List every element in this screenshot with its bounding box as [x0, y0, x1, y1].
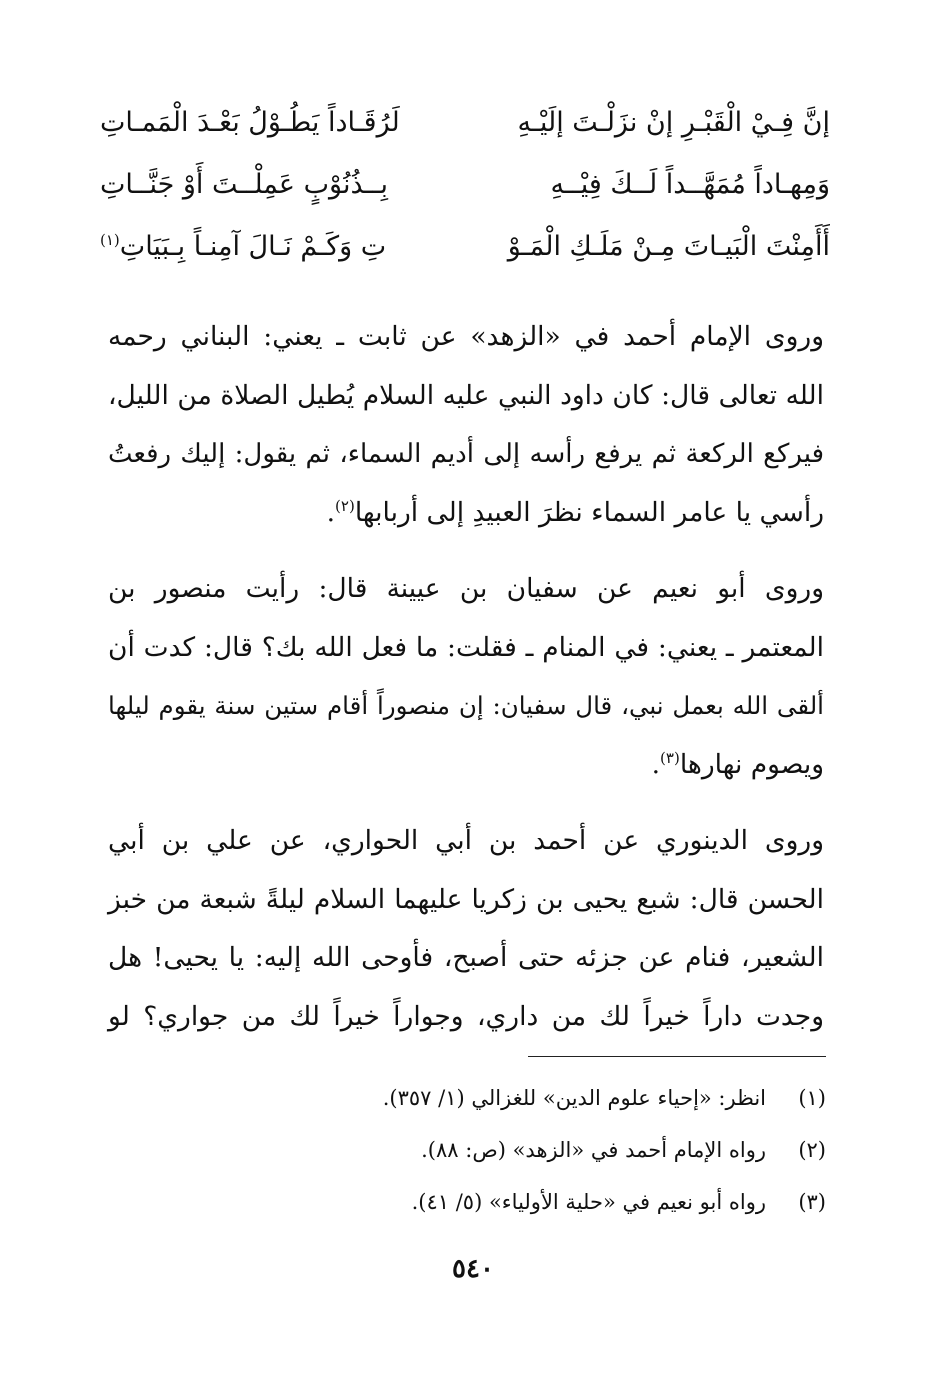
poem-verse-1 [100, 92, 830, 154]
verse-1-second-hemistich: لَرُقَـاداً يَطُـوْلُ بَعْـدَ الْمَمـاتِ [100, 107, 400, 138]
footnote-ref-1: (١) [100, 231, 120, 249]
prose-body [108, 308, 824, 1064]
paragraph-2-end-mark: . [651, 748, 661, 780]
paragraph-2-line-4-text: ويصوم نهارها [679, 748, 824, 780]
footnote-1 [200, 1072, 826, 1124]
paragraph-1-line-3: فيركع الركعة ثم يرفع رأسه إلى أديم السماء، ثم يقول: إليك رفعتُ [108, 439, 825, 469]
paragraph-2-line-4 [108, 736, 824, 795]
footnote-2 [200, 1124, 826, 1176]
verse-2-first-hemistich: وَمِهـاداً مُمَهَّــداً لَــكَ فِيْــهِ [550, 169, 830, 200]
footnotes [200, 1072, 826, 1228]
footnote-1-number: (١) [798, 1086, 826, 1110]
paragraph-1 [108, 308, 824, 542]
footnote-2-text: رواه الإمام أحمد في «الزهد» (ص: ٨٨). [421, 1138, 766, 1162]
paragraph-3 [108, 812, 824, 1046]
footnote-3 [200, 1176, 826, 1228]
footnote-ref-3: (٣) [660, 748, 680, 767]
paragraph-3-line-4: وجدت داراً خيراً لك من داري، وجواراً خيراً لك من جواري؟ لو [108, 1000, 824, 1032]
poem [100, 92, 830, 278]
paragraph-1-line-4 [108, 484, 824, 543]
poem-verse-3 [100, 216, 830, 278]
verse-1-first-hemistich: إنَّ فِـيْ الْقَبْـرِ إنْ نزَلْـتَ إلَيْـهِ [517, 107, 830, 138]
paragraph-3-line-3: الشعير، فنام عن جزئه حتى أصبح، فأوحى الله إليه: يا يحيى! هل [108, 942, 824, 973]
verse-3-second-hemistich [100, 216, 425, 278]
paragraph-2 [108, 560, 824, 794]
verse-3-first-hemistich: أَأَمِنْتَ الْبَيـاتَ مِـنْ مَلَـكِ الْمَـوْ [507, 231, 830, 262]
footnote-1-text: انظر: «إحياء علوم الدين» للغزالي (١/ ٣٥٧). [382, 1086, 766, 1110]
paragraph-1-line-4-text: رأسي يا عامر السماء نظرَ العبيدِ إلى أربابها [354, 496, 824, 528]
paragraph-1-end-mark: . [326, 496, 336, 528]
paragraph-1-line-1: وروى الإمام أحمد في «الزهد» عن ثابت ـ يعني: البناني رحمه [108, 321, 824, 352]
paragraph-3-line-1: وروى الدينوري عن أحمد بن أبي الحواري، عن علي بن أبي [108, 825, 824, 856]
paragraph-2-line-3: ألقى الله بعمل نبي، قال سفيان: إن منصوراً أقام ستين سنة يقوم ليلها [108, 691, 824, 720]
verse-2-second-hemistich: بِــذُنُوْبٍ عَمِلْــتَ أَوْ جَنَّــاتِ [100, 169, 388, 200]
footnote-3-number: (٣) [798, 1190, 826, 1214]
footnote-separator [528, 1056, 826, 1057]
paragraph-3-line-2: الحسن قال: شبع يحيى بن زكريا عليهما السلام ليلةً شبعة من خبز [108, 883, 824, 915]
verse-3-second-text: تِ وَكَـمْ نَـالَ آمِنـاً بِـبَيَاتِ [119, 231, 387, 262]
paragraph-2-line-1: وروى أبو نعيم عن سفيان بن عيينة قال: رأيت منصور بن [108, 573, 824, 604]
footnote-ref-2: (٢) [335, 496, 355, 515]
poem-verse-2 [100, 154, 830, 216]
page-number: ٥٤٠ [452, 1254, 494, 1284]
paragraph-1-line-2: الله تعالى قال: كان داود النبي عليه السلام يُطيل الصلاة من الليل، [108, 379, 824, 411]
footnote-2-number: (٢) [798, 1138, 826, 1162]
paragraph-2-line-2: المعتمر ـ يعني: في المنام ـ فقلت: ما فعل الله بك؟ قال: كدت أن [108, 631, 824, 663]
footnote-3-text: رواه أبو نعيم في «حلية الأولياء» (٥/ ٤١). [411, 1190, 766, 1214]
